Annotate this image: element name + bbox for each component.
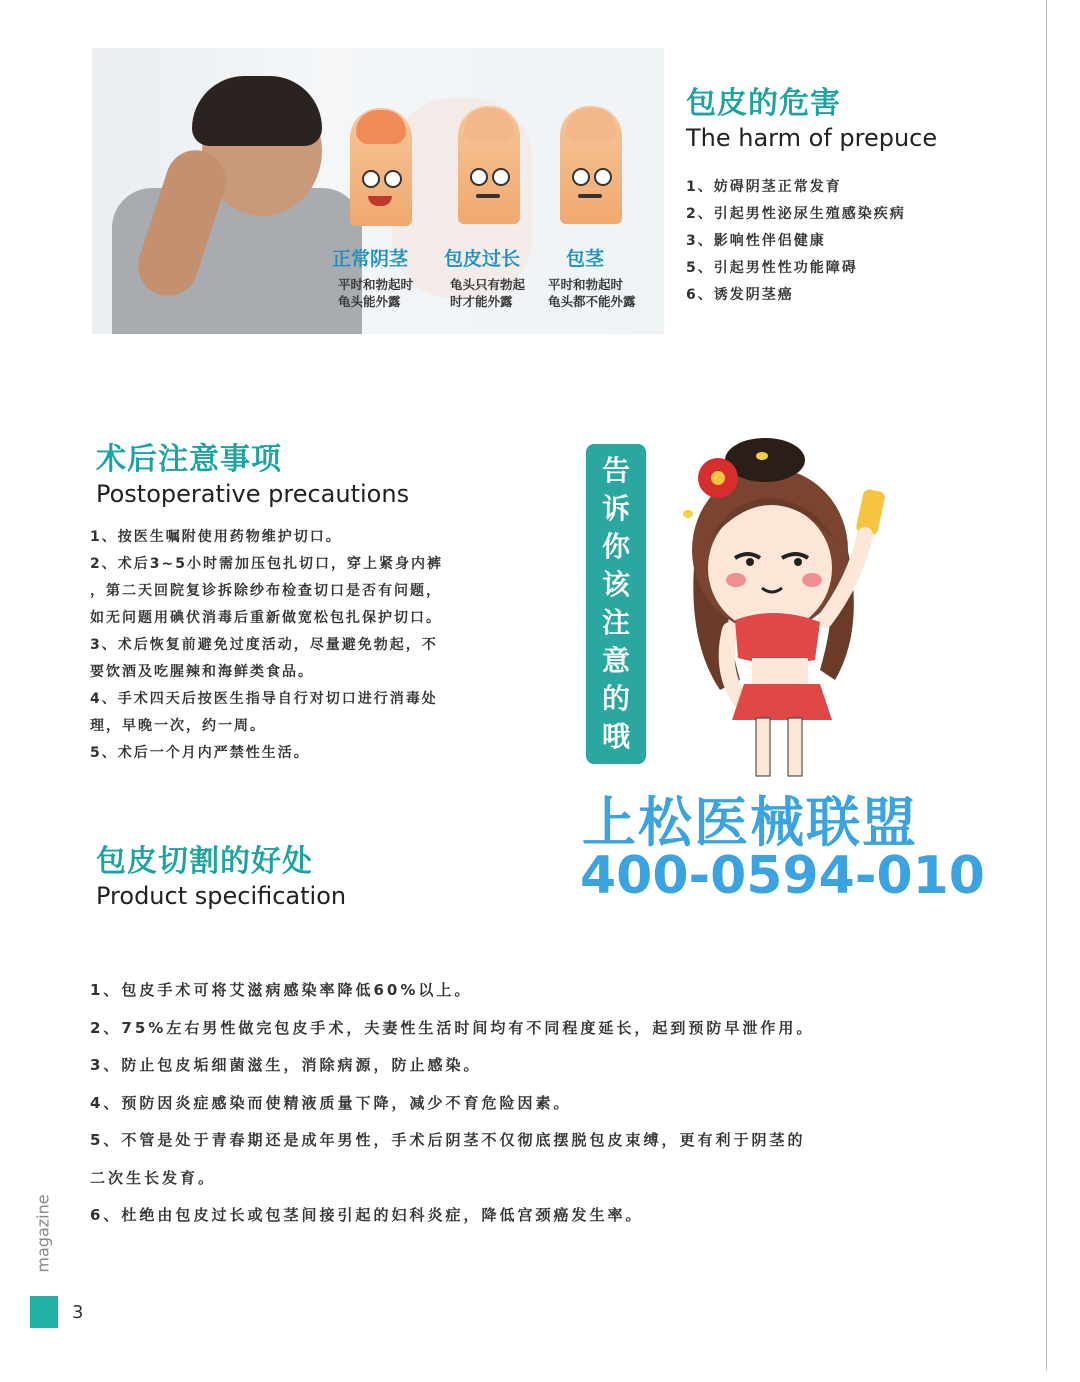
banner-char: 的 (601, 682, 630, 715)
list-item: 4、预防因炎症感染而使精液质量下降，减少不育危险因素。 (90, 1093, 572, 1112)
page-marker-square (30, 1296, 58, 1328)
label-normal-sub: 平时和勃起时 龟头能外露 (338, 277, 414, 309)
list-item: 2、引起男性泌尿生殖感染疾病 (686, 206, 906, 222)
harm-list (686, 174, 906, 309)
label-long-prepuce: 包皮过长 (444, 248, 521, 270)
brand-name: 上松医械联盟 (582, 791, 918, 854)
harm-subtitle: The harm of prepuce (686, 124, 938, 152)
page-number: 3 (72, 1302, 84, 1323)
phimosis-cartoon-icon (560, 106, 622, 224)
mascot-vertical-banner (586, 444, 646, 764)
postop-list (90, 524, 443, 767)
benefits-list (90, 972, 814, 1235)
banner-char: 诉 (601, 492, 630, 525)
list-item: 2、75%左右男性做完包皮手术，夫妻性生活时间均有不同程度延长，起到预防早泄作用。 (90, 1018, 815, 1037)
list-item: 理，早晚一次，约一周。 (90, 718, 266, 734)
prepuce-banner-image (92, 48, 664, 334)
list-item: 3、防止包皮垢细菌滋生，消除病源，防止感染。 (90, 1056, 482, 1074)
brand-phone: 400-0594-010 (580, 846, 985, 906)
label-normal: 正常阴茎 (332, 248, 409, 270)
banner-char: 注 (601, 606, 630, 639)
list-item: 1、按医生嘱附使用药物维护切口。 (90, 529, 342, 545)
man-figure-hair (192, 76, 322, 146)
label-phimosis-sub: 平时和勃起时 龟头都不能外露 (548, 277, 636, 309)
list-item: 2、术后3~5小时需加压包扎切口，穿上紧身内裤 (90, 556, 443, 572)
list-item: 3、术后恢复前避免过度活动，尽量避免勃起，不 (90, 637, 438, 653)
list-item: ，第二天回院复诊拆除纱布检查切口是否有问题， (90, 583, 442, 599)
postop-title: 术后注意事项 (96, 442, 282, 477)
banner-char: 哦 (601, 720, 630, 753)
list-item: 5、术后一个月内严禁性生活。 (90, 745, 310, 761)
long-prepuce-cartoon-icon (458, 106, 520, 224)
page-edge-divider (1046, 0, 1047, 1370)
list-item: 5、不管是处于青春期还是成年男性，手术后阴茎不仅彻底摆脱包皮束缚，更有利于阴茎的 (90, 1131, 806, 1149)
list-item: 二次生长发育。 (90, 1168, 217, 1187)
magazine-label: magazine (33, 1194, 53, 1273)
banner-char: 意 (601, 644, 630, 677)
banner-char: 该 (601, 568, 630, 601)
benefits-title: 包皮切割的好处 (96, 844, 313, 879)
banner-char: 你 (601, 530, 630, 563)
banner-char: 告 (601, 454, 630, 487)
label-phimosis: 包茎 (566, 248, 605, 270)
benefits-subtitle: Product specification (96, 882, 347, 910)
list-item: 6、杜绝由包皮过长或包茎间接引起的妇科炎症，降低宫颈癌发生率。 (90, 1206, 644, 1224)
list-item: 4、手术四天后按医生指导自行对切口进行消毒处 (90, 691, 438, 707)
list-item: 1、妨碍阴茎正常发育 (686, 179, 842, 195)
list-item: 5、引起男性性功能障碍 (686, 260, 858, 276)
list-item: 6、诱发阴茎癌 (686, 287, 794, 303)
list-item: 3、影响性伴侣健康 (686, 233, 826, 249)
label-long-prepuce-sub: 龟头只有勃起 时才能外露 (450, 277, 526, 309)
cartoon-girl-illustration (660, 430, 900, 780)
list-item: 要饮酒及吃腥辣和海鲜类食品。 (90, 664, 314, 680)
harm-title: 包皮的危害 (686, 86, 841, 121)
postop-subtitle: Postoperative precautions (96, 480, 410, 508)
list-item: 1、包皮手术可将艾滋病感染率降低60%以上。 (90, 981, 473, 999)
list-item: 如无问题用碘伏消毒后重新做宽松包扎保护切口。 (90, 610, 442, 626)
normal-cartoon-icon (350, 108, 412, 226)
